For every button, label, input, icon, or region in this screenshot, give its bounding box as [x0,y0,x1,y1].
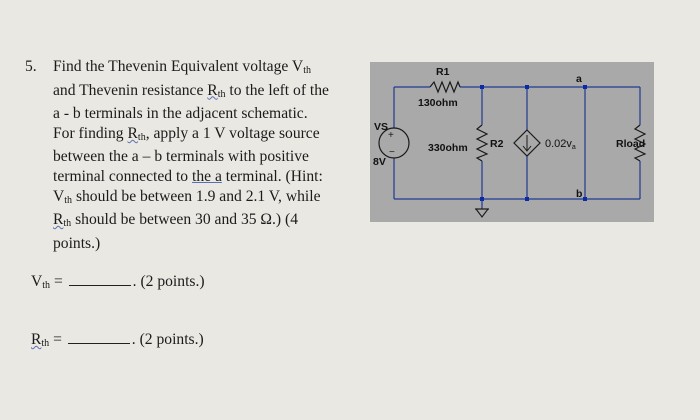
svg-text:−: − [389,147,395,158]
text: , apply a 1 V voltage source [145,124,320,142]
text: to the left of the [225,81,329,99]
subscript: th [217,88,226,100]
dependent-source-symbol [514,130,540,156]
subscript: th [137,131,146,143]
dep-source-value [545,138,576,151]
text: and Thevenin resistance [53,81,208,99]
question-number: 5. [25,58,37,75]
r1-value: 130ohm [418,97,458,109]
rth-points: . (2 points.) [131,331,204,348]
subscript: th [63,218,72,230]
node-dot [525,85,529,89]
underlined-text: the a [192,167,222,185]
rth-label: R [31,331,42,348]
terminal-a-label: a [576,73,582,85]
vs-label: VS [374,121,389,133]
rload-label: Rload [616,138,646,150]
vth-points: . (2 points.) [132,273,205,290]
node-dot [480,197,484,201]
text: R [127,124,138,142]
terminal-a-dot [583,85,587,89]
r2-resistor-symbol [477,125,487,161]
subscript: th [64,194,73,206]
text: V [53,187,65,205]
svg-text:+: + [388,130,394,141]
text: terminal connected to [53,167,192,185]
terminal-b-dot [583,197,587,201]
vth-label: V [31,273,43,290]
ground-icon [475,209,489,217]
dep-source-text: 0.02v [545,138,572,150]
r2-label: R2 [490,138,504,150]
terminal-b-label: b [576,188,583,200]
text: For finding [53,124,128,142]
vth-subscript: th [42,280,51,291]
text: points.) [53,234,101,252]
equals-sign: = [49,331,62,348]
text: should be between 30 and 35 Ω.) (4 [71,211,299,229]
text: should be between 1.9 and 2.1 V, while [72,187,321,205]
rth-subscript: th [41,338,50,349]
r1-label: R1 [436,66,450,78]
subscript: th [303,65,311,76]
node-dot [525,197,529,201]
equals-sign: = [50,273,63,290]
text: between the a – b terminals with positive [53,148,309,166]
text: terminal. (Hint: [221,167,323,185]
dep-source-subscript: a [571,144,576,151]
r2-value: 330ohm [428,142,468,154]
text: R [53,211,64,229]
vs-value: 8V [373,156,386,168]
text: a - b terminals in the adjacent schematic. [53,105,308,123]
r1-resistor-symbol [430,82,460,92]
text: R [207,81,218,99]
text: Find the Thevenin Equivalent voltage V [53,58,304,75]
node-dot [480,85,484,89]
